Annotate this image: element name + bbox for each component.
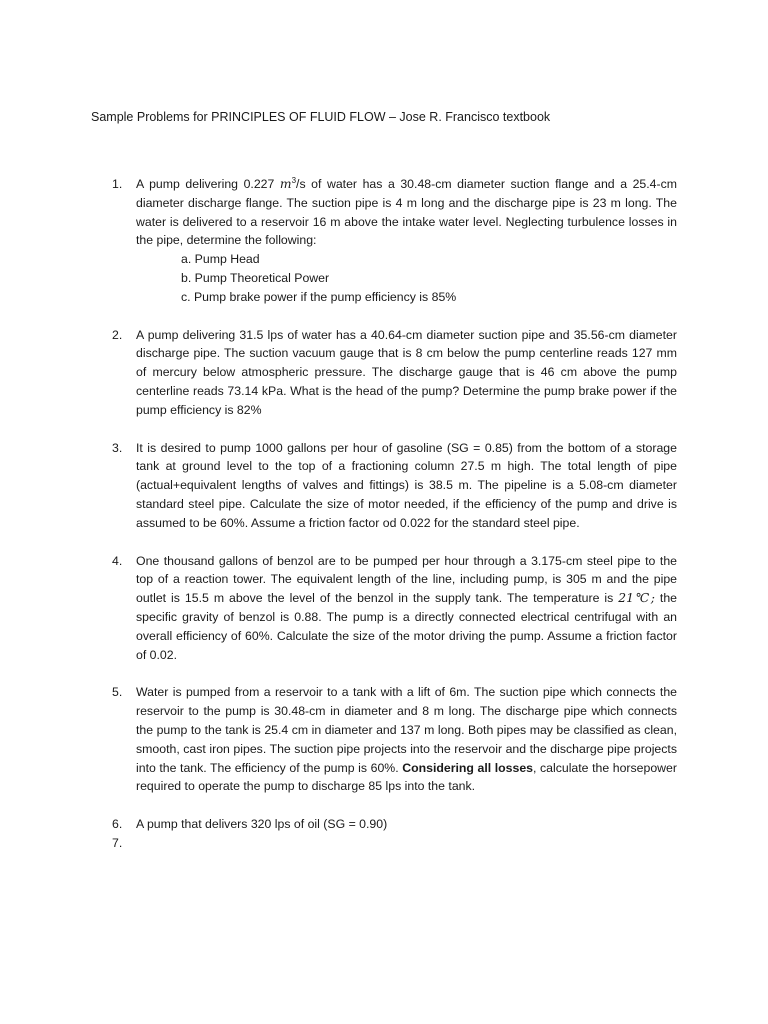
problem-text-part: , calculate the horsepower required to operate the pump to discharge 85 lps into the tank. xyxy=(136,760,677,794)
problem-text: A pump that delivers 320 lps of oil (SG = 0.90) xyxy=(136,817,388,832)
problem-text: It is desired to pump 1000 gallons per hour of gasoline (SG = 0.85) from the bottom of a storage tank at ground level to the top of a fractioning column 27.5 m high. The total length of pipe (actual+equivalent lengths of valves and fittings) is 38.5 m. The pipeline is a 5.08-cm diameter standard steel pipe. Calculate the size of motor needed, if the efficiency of the pump and drive is assumed to be 60%. Assume a friction factor od 0.022 for the standard steel pipe. xyxy=(136,440,677,530)
problem-number: 2. xyxy=(112,327,123,342)
problem-1 xyxy=(0,175,768,307)
sub-question-list xyxy=(0,250,768,306)
problem-text-part: One thousand gallons of benzol are to be pumped per hour through a 3.175-cm steel pipe to the top of a reaction tower. The equivalent length of the line, including pump, is 305 m and the pipe outlet is 15.5 m above the level of the benzol in the supply tank. The temperature is xyxy=(136,553,677,606)
problem-text-part: /s of water has a 30.48-cm diameter suction flange and a 25.4-cm diameter discharge flange. The suction pipe is 4 m long and the discharge pipe is 23 m long. The water is delivered to a reservoir 16 m above the intake water level. Neglecting turbulence losses in the pipe, determine the following: xyxy=(136,177,678,248)
emphasis-text: Considering all losses xyxy=(402,760,534,775)
problem-2 xyxy=(0,326,768,420)
unit-symbol: m xyxy=(279,177,292,191)
problem-list xyxy=(0,175,768,853)
problem-text xyxy=(136,834,677,853)
temperature-value: 21℃; xyxy=(618,591,655,606)
problem-text xyxy=(136,683,677,796)
problem-text-part: the specific gravity of benzol is 0.88. The pump is a directly connected electrical centrifugal with an overall efficiency of 60%. Calculate the size of the motor driving the pump. Assume a friction factor of 0.02. xyxy=(136,591,677,662)
problem-text-part: A pump delivering 0.227 xyxy=(136,177,280,191)
problem-number: 7. xyxy=(112,835,123,850)
problem-number: 3. xyxy=(112,440,123,455)
problem-5 xyxy=(0,683,768,796)
problem-text xyxy=(136,175,677,250)
problem-4 xyxy=(0,552,768,665)
problem-number: 5. xyxy=(112,685,123,700)
sub-question: c. Pump brake power if the pump efficiency is 85% xyxy=(181,289,457,304)
sub-question: b. Pump Theoretical Power xyxy=(181,270,330,285)
problem-text-part: Water is pumped from a reservoir to a tank with a lift of 6m. The suction pipe which connects the reservoir to the pump is 30.48-cm in diameter and 8 m long. The discharge pipe which connects the pump to the tank is 25.4 cm in diameter and 137 m long. Both pipes may be classified as clean, smooth, cast iron pipes. The suction pipe projects into the reservoir and the discharge pipe projects into the tank. The efficiency of the pump is 60%. xyxy=(136,685,677,775)
problem-text xyxy=(136,552,677,665)
problem-number: 6. xyxy=(112,817,123,832)
problem-number: 4. xyxy=(112,553,123,568)
problem-text: A pump delivering 31.5 lps of water has a 40.64-cm diameter suction pipe and 35.56-cm diameter discharge pipe. The suction vacuum gauge that is 8 cm below the pump centerline reads 127 mm of mercury below atmospheric pressure. The discharge gauge that is 46 cm above the pump centerline reads 73.14 kPa. What is the head of the pump? Determine the pump brake power if the pump efficiency is 82% xyxy=(136,327,677,417)
problem-number: 1. xyxy=(112,177,123,191)
sub-question: a. Pump Head xyxy=(181,252,260,267)
problem-7 xyxy=(0,834,768,853)
problem-6 xyxy=(0,815,768,834)
unit-exponent: 3 xyxy=(291,175,297,185)
problem-3 xyxy=(0,439,768,533)
document-title: Sample Problems for PRINCIPLES OF FLUID FLOW – Jose R. Francisco textbook xyxy=(91,110,551,124)
